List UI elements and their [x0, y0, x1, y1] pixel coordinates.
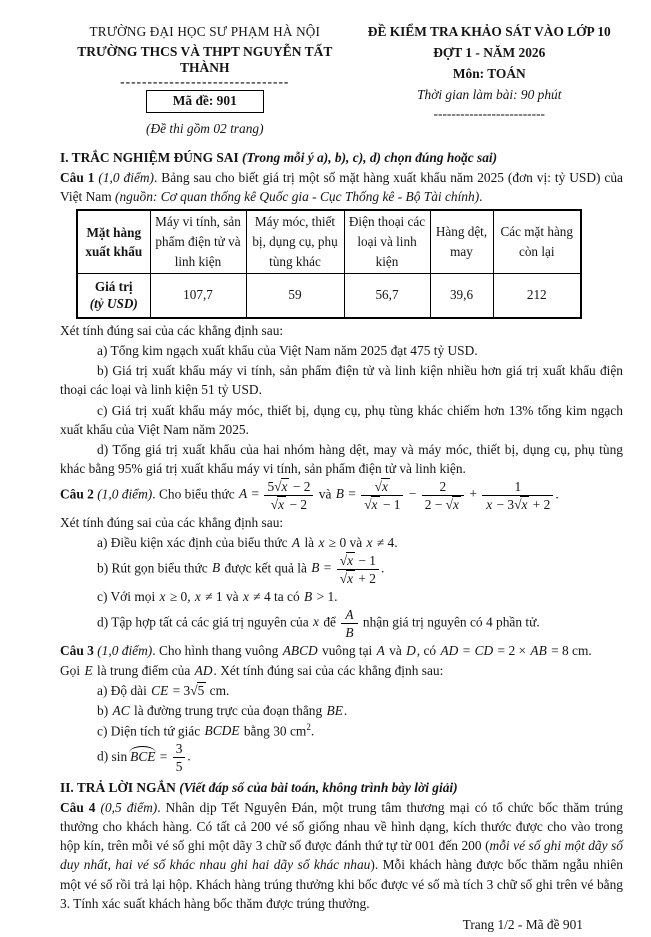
page-header	[54, 24, 623, 137]
university-name: TRƯỜNG ĐẠI HỌC SƯ PHẠM HÀ NỘI	[89, 24, 321, 39]
exam-round: ĐỢT 1 - NĂM 2026	[433, 45, 546, 60]
page-footer: Trang 1/2 - Mã đề 901	[462, 916, 583, 932]
q3-item-a: a) Độ dài CE = 3√5 cm.	[97, 682, 230, 698]
q2-check-prompt: Xét tính đúng sai của các khẳng định sau:	[60, 514, 284, 530]
header-right-block	[356, 24, 623, 137]
q1-item-a: a) Tổng kim ngạch xuất khẩu của Việt Nam năm 2025 đạt 475 tỷ USD.	[97, 343, 478, 359]
exam-code-box-wrap	[54, 87, 356, 113]
left-divider-dashes: -------------------------------	[120, 74, 290, 89]
q3-intro: Câu 3 (1,0 điểm). Cho hình thang vuông ABCD vuông tại A và D, có AD = CD = 2 × AB = 8 cm.	[60, 642, 592, 658]
table-header-cell: Điện thoại các loại và linh kiện	[344, 210, 430, 273]
q3-item-d: d) sin BCE = $\frac{3}{5}$ .	[97, 741, 191, 775]
q1-item-b: b) Giá trị xuất khẩu máy vi tính, sản phẩm điện tử và linh kiện nhiều hơn giá trị xuất khẩu điện thoại các loại và linh kiện 51 tỷ USD.	[60, 363, 623, 398]
table-value-cell: 56,7	[344, 273, 430, 318]
row-label-line1: Giá trị	[94, 279, 133, 295]
pages-note: (Đề thi gồm 02 trang)	[146, 121, 264, 137]
right-divider-dashes: -------------------------	[433, 106, 546, 121]
table-header-cell: Máy vi tính, sản phẩm điện tử và linh kiện	[150, 210, 246, 273]
section2-heading: II. TRẢ LỜI NGẮN (Viết đáp số của bài toán, không trình bày lời giải)	[60, 780, 458, 796]
table-row-label	[77, 273, 150, 318]
q2-item-a: a) Điều kiện xác định của biểu thức A là x ≥ 0 và x ≠ 4.	[97, 534, 398, 550]
exam-subject: Môn: TOÁN	[452, 66, 526, 81]
q2-item-c: c) Với mọi x ≥ 0, x ≠ 1 và x ≠ 4 ta có B > 1.	[97, 588, 338, 604]
q3-item-c: c) Diện tích tứ giác BCDE bằng 30 $cm^2$.	[97, 721, 315, 739]
table-value-cell: 59	[246, 273, 344, 318]
q4-body: Câu 4 (0,5 điểm). Nhân dịp Tết Nguyên Đán, một trung tâm thương mại có tổ chức bốc thăm trúng thưởng cho khách hàng. Có tất cả 200 vé số giống nhau về hình dạng, kích thước được cho vào trong hộp kín, trên mỗi vé số ghi một dãy 3 chữ số được đánh thứ tự từ 001 đến 200 (mỗi vé số ghi một dãy số duy nhất, hai vé số khác nhau ghi hai dãy số khác nhau). Mỗi khách hàng được bốc thăm ngẫu nhiên một vé số rồi trả lại hộp. Khách hàng trúng thưởng khi bốc được vé số mà tích 3 chữ số ghi trên vé bằng 3. Tính xác suất khách hàng bốc thăm được trúng thưởng.	[60, 800, 623, 911]
table-header-cell: Máy móc, thiết bị, dụng cụ, phụ tùng khác	[246, 210, 344, 273]
table-value-cell: 212	[493, 273, 581, 318]
table-value-cell: 107,7	[150, 273, 246, 318]
section1-heading: I. TRẮC NGHIỆM ĐÚNG SAI (Trong mỗi ý a), b), c), d) chọn đúng hoặc sai)	[60, 150, 498, 166]
export-values-table	[76, 209, 582, 319]
table-header-row	[77, 210, 581, 273]
q3-line2: Gọi E là trung điểm của AD. Xét tính đúng sai của các khẳng định sau:	[60, 662, 444, 678]
table-value-row	[77, 273, 581, 318]
exam-code-box: Mã đề: 901	[146, 90, 264, 113]
header-left-block	[54, 24, 356, 137]
q1-check-prompt: Xét tính đúng sai của các khẳng định sau:	[60, 323, 284, 339]
table-value-cell: 39,6	[430, 273, 493, 318]
q2-item-b: b) Rút gọn biểu thức B được kết quả là B = $\frac{√x - 1}{√x + 2}$ .	[97, 552, 385, 586]
q2-intro: Câu 2 (1,0 điểm). Cho biểu thức A = $\frac{5√x - 2}{√x - 2}$ và B = $\frac{√x}{√x - 1}$ − $\frac{2}{2 - √x}$ + $\frac{1}{x - 3√x + 2}$ .	[60, 478, 559, 512]
table-corner-header: Mặt hàng xuất khẩu	[77, 210, 150, 273]
table-header-cell: Các mặt hàng còn lại	[493, 210, 581, 273]
exam-title: ĐỀ KIỂM TRA KHẢO SÁT VÀO LỚP 10	[367, 24, 611, 39]
q3-item-b: b) AC là đường trung trực của đoạn thẳng BE.	[97, 702, 348, 718]
school-name: TRƯỜNG THCS VÀ THPT NGUYỄN TẤT THÀNH	[77, 44, 333, 75]
q1-item-d: d) Tổng giá trị xuất khẩu của hai nhóm hàng dệt, may và máy móc, thiết bị, dụng cụ, phụ tùng khác bằng 95% giá trị xuất khẩu máy vi tính, sản phẩm điện tử và linh kiện.	[60, 441, 623, 476]
row-label-line2: (tỷ USD)	[89, 295, 138, 311]
q1-intro: Câu 1 (1,0 điểm). Bảng sau cho biết giá trị một số mặt hàng xuất khẩu năm 2025 (đơn vị: tỷ USD) của Việt Nam (nguồn: Cơ quan thống kê Quốc gia - Cục Thống kê - Bộ Tài chính).	[60, 170, 623, 205]
q2-item-d: d) Tập hợp tất cả các giá trị nguyên của x để $\frac{A}{B}$ nhận giá trị nguyên có 4 phần tử.	[97, 606, 540, 640]
table-header-cell: Hàng dệt, may	[430, 210, 493, 273]
exam-duration: Thời gian làm bài: 90 phút	[417, 87, 562, 102]
q1-item-c: c) Giá trị xuất khẩu máy móc, thiết bị, dụng cụ, phụ tùng khác chiếm hơn 13% tổng kim ngạch xuất khẩu của Việt Nam năm 2025.	[60, 402, 623, 437]
